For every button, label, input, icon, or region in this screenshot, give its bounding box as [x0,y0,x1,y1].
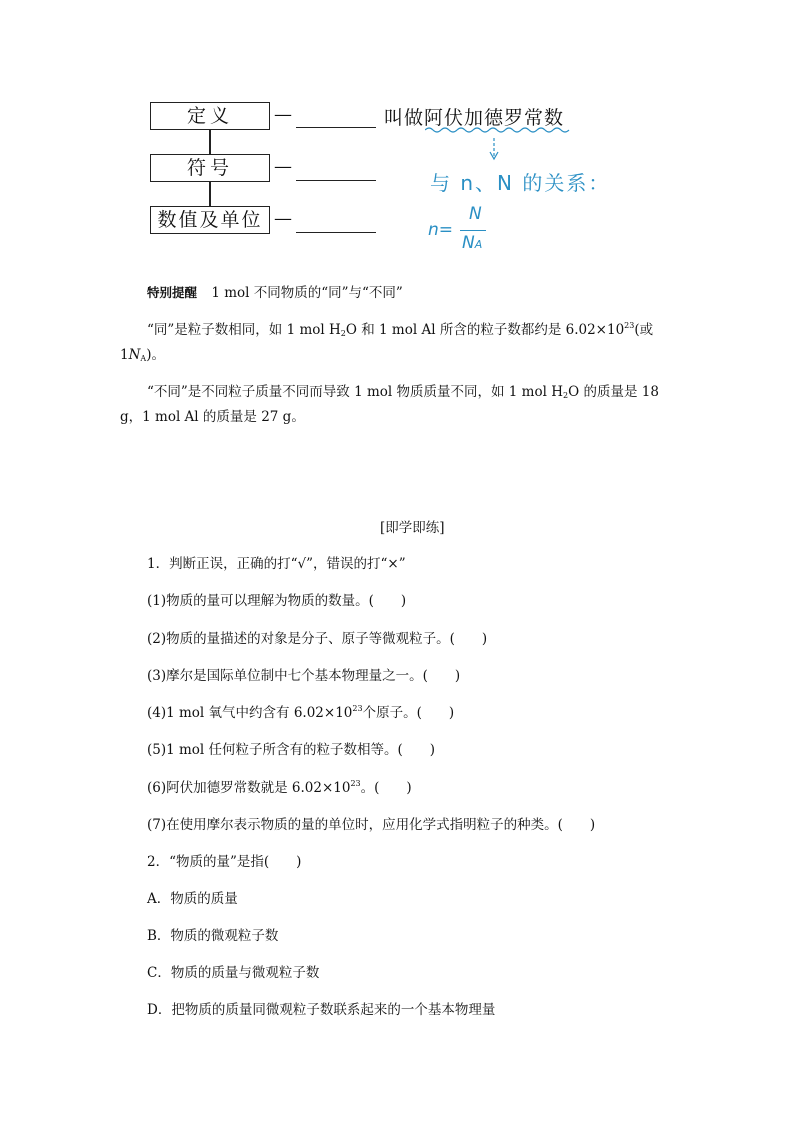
dash-connector: — [274,156,292,177]
value-blank [296,232,376,233]
question-1-item: (2)物质的量描述的对象是分子、原子等微观粒子。( ) [147,631,488,647]
wavy-underline [425,126,575,134]
option-c: C．物质的质量与微观粒子数 [147,965,320,981]
question-1-item: (4)1 mol 氧气中约含有 $6.02\times 10^{23}$个原子。( ) [147,704,455,721]
question-1-item: (7)在使用摩尔表示物质的量的单位时，应用化学式指明粒子的种类。( ) [147,817,596,833]
same-paragraph-line1: “同”是粒子数相同，如 1 mol $H_2O$ 和 1 mol Al 所含的粒子数都约是 $6.02\times 10^{23}$(或 [147,321,654,338]
symbol-box: 符号 [150,154,270,182]
same-paragraph-line2: $1N_A$)。 [120,347,165,363]
formula-numerator: N [469,204,482,224]
reminder-title: 1 mol 不同物质的“同”与“不同” [211,285,403,301]
connector-line [209,130,211,154]
option-b: B．物质的微观粒子数 [147,928,279,944]
value-unit-box: 数值及单位 [150,206,270,234]
question-1-item: (6)阿伏加德罗常数就是 $6.02\times 10^{23}$。( ) [147,779,412,796]
definition-blank [296,127,376,128]
reminder-heading [147,281,403,301]
option-d: D．把物质的质量同微观粒子数联系起来的一个基本物理量 [147,1002,496,1018]
formula-lhs: n= [428,220,454,240]
dash-connector: — [274,104,292,125]
definition-text: 叫做阿伏加德罗常数 [384,107,565,129]
symbol-blank [296,180,376,181]
reminder-label: 特别提醒 [147,285,198,300]
option-a: A．物质的质量 [147,891,238,907]
question-1-item: (1)物质的量可以理解为物质的数量。( ) [147,593,407,609]
question-1-item: (3)摩尔是国际单位制中七个基本物理量之一。( ) [147,668,461,684]
formula-denominator: NA [462,233,483,253]
question-1-item: (5)1 mol 任何粒子所含有的粒子数相等。( ) [147,742,436,758]
definition-box: 定义 [150,102,270,130]
dash-connector: — [274,208,292,229]
diff-paragraph-line2: g，1 mol Al 的质量是 27 g。 [120,409,305,425]
arrow-down-icon [488,138,500,162]
connector-line [209,182,211,206]
fraction-bar [460,230,486,231]
question-1-stem: 1．判断正误，正确的打“√”，错误的打“×” [147,556,406,572]
question-2-stem: 2．“物质的量”是指( ) [147,854,302,870]
diff-paragraph-line1: “不同”是不同粒子质量不同而导致 1 mol 物质质量不同，如 1 mol $H_2O$ 的质量是 18 [147,384,659,400]
exercise-title: [即学即练] [380,520,445,536]
relation-note: 与 n、N 的关系： [430,171,611,195]
